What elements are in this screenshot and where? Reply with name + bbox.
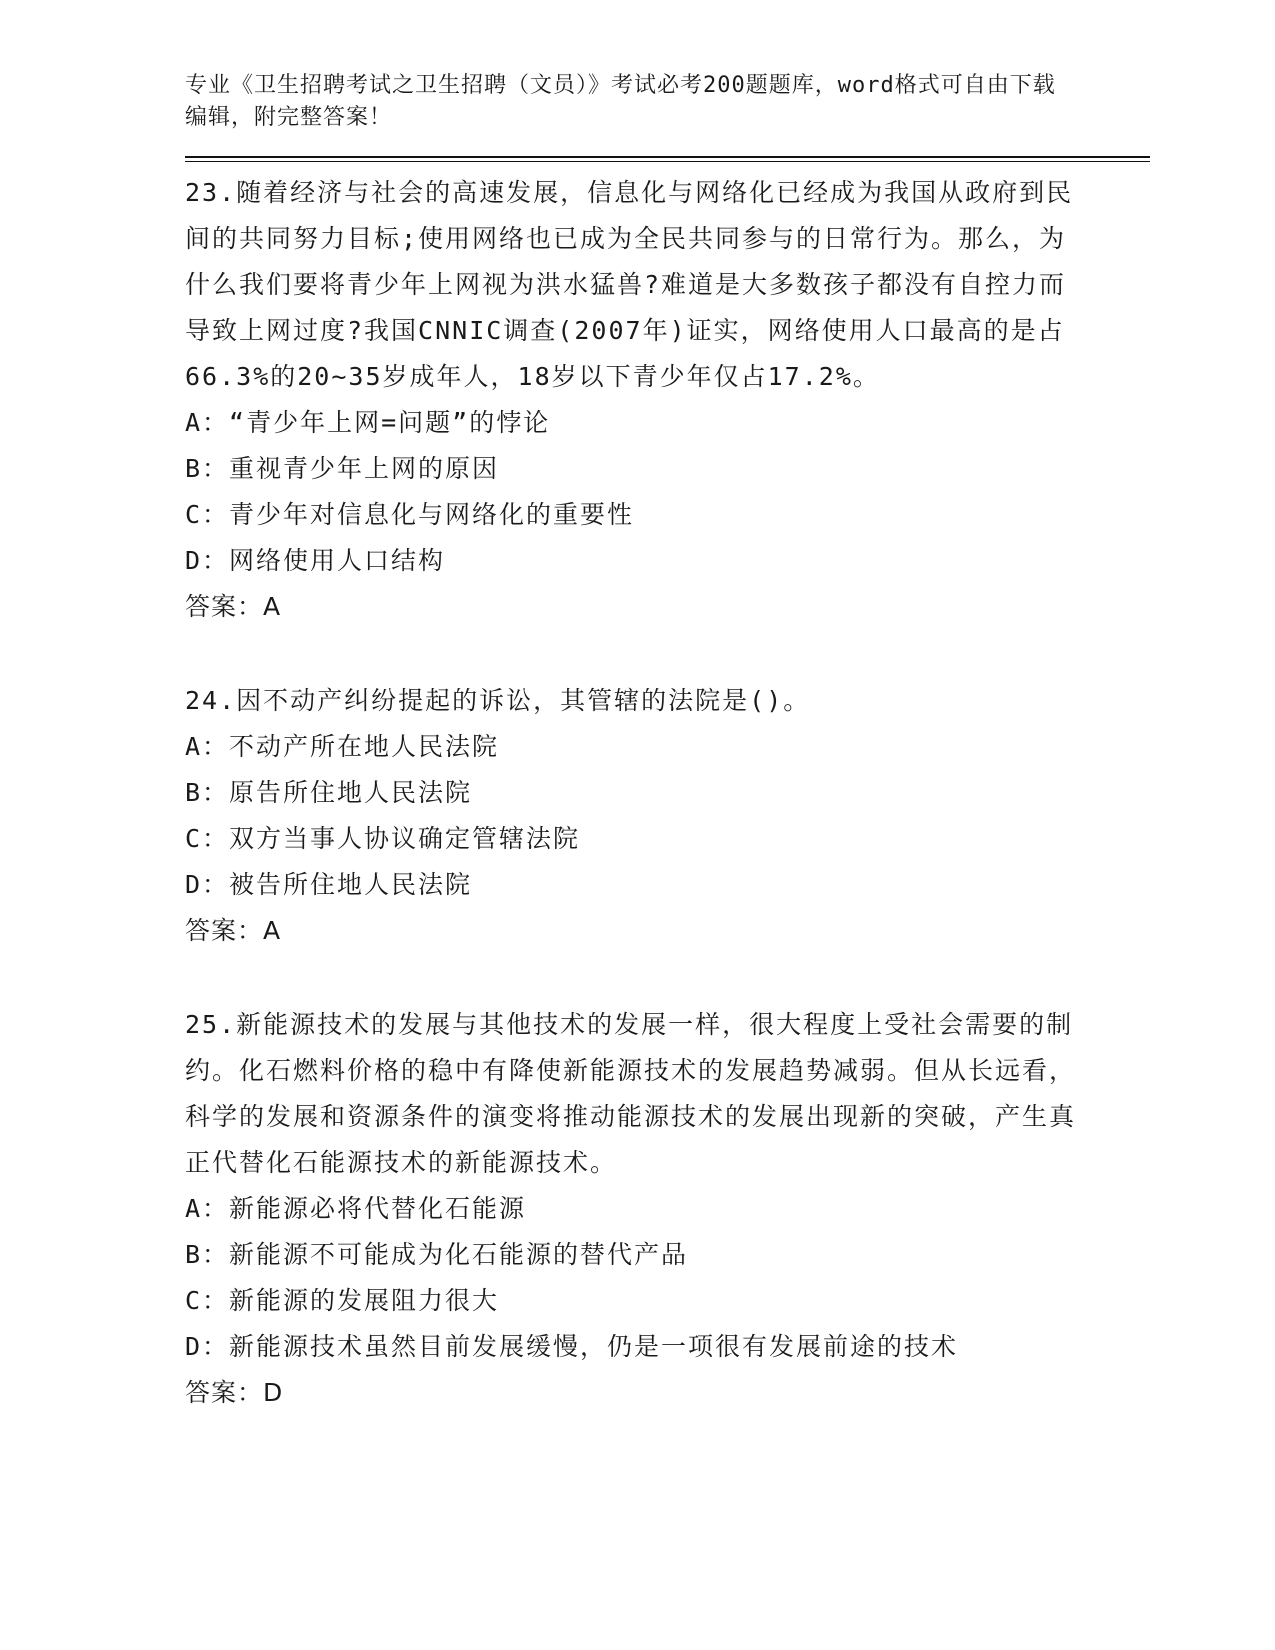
divider-thick-line (185, 156, 1150, 158)
document-page (185, 70, 1165, 1416)
header-divider (185, 156, 1150, 162)
option-b: B：重视青少年上网的原因 (185, 454, 500, 483)
option-d: D：网络使用人口结构 (185, 546, 446, 575)
question-stem: 25.新能源技术的发展与其他技术的发展一样，很大程度上受社会需要的制约。化石燃料价格的稳中有降使新能源技术的发展趋势减弱。但从长远看，科学的发展和资源条件的演变将推动能源技术的发展出现新的突破，产生真正代替化石能源技术的新能源技术。 (185, 1010, 1077, 1177)
option-c: C：青少年对信息化与网络化的重要性 (185, 500, 635, 529)
document-header: 专业《卫生招聘考试之卫生招聘（文员）》考试必考200题题库，word格式可自由下载编辑，附完整答案！ (185, 73, 1056, 130)
option-a: A：新能源必将代替化石能源 (185, 1194, 527, 1223)
option-b: B：原告所住地人民法院 (185, 778, 473, 807)
question-stem: 24.因不动产纠纷提起的诉讼，其管辖的法院是()。 (185, 686, 811, 715)
question-24 (185, 678, 1165, 954)
answer-line: 答案：A (185, 916, 282, 945)
answer-line: 答案：A (185, 592, 282, 621)
divider-thin-line (185, 161, 1150, 162)
option-c: C：双方当事人协议确定管辖法院 (185, 824, 581, 853)
option-a: A：“青少年上网=问题”的悖论 (185, 408, 551, 437)
option-d: D：新能源技术虽然目前发展缓慢，仍是一项很有发展前途的技术 (185, 1332, 959, 1361)
option-d: D：被告所住地人民法院 (185, 870, 473, 899)
option-b: B：新能源不可能成为化石能源的替代产品 (185, 1240, 689, 1269)
option-a: A：不动产所在地人民法院 (185, 732, 500, 761)
question-25 (185, 1002, 1165, 1416)
answer-line: 答案：D (185, 1378, 284, 1407)
option-c: C：新能源的发展阻力很大 (185, 1286, 500, 1315)
question-stem: 23.随着经济与社会的高速发展，信息化与网络化已经成为我国从政府到民间的共同努力目标;使用网络也已成为全民共同参与的日常行为。那么，为什么我们要将青少年上网视为洪水猛兽?难道是大多数孩子都没有自控力而导致上网过度?我国CNNIC调查(2007年)证实，网络使用人口最高的是占66.3%的20~35岁成年人，18岁以下青少年仅占17.2%。 (185, 178, 1074, 391)
question-23 (185, 170, 1165, 630)
